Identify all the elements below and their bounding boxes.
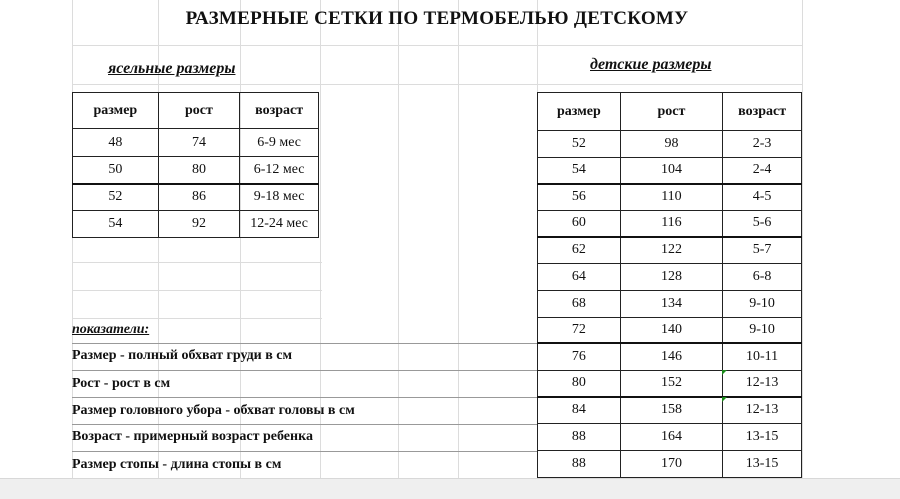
divider bbox=[72, 397, 537, 398]
table-row bbox=[73, 129, 319, 157]
table-row bbox=[538, 291, 802, 318]
table-cell: 13-15 bbox=[723, 424, 802, 451]
table-cell: 76 bbox=[538, 343, 621, 371]
table-cell: 104 bbox=[620, 158, 722, 184]
table-cell: 54 bbox=[538, 158, 621, 184]
table-cell: 72 bbox=[538, 318, 621, 343]
table-cell: 140 bbox=[620, 318, 722, 343]
infant-sizes-label: ясельные размеры bbox=[108, 60, 236, 77]
indicator-item: Размер - полный обхват груди в см bbox=[72, 348, 293, 363]
table-cell: 9-18 мес bbox=[240, 184, 319, 211]
divider bbox=[72, 370, 537, 371]
sheet-bottom-bar bbox=[0, 478, 900, 499]
table-row bbox=[73, 211, 319, 238]
grid-line bbox=[72, 290, 322, 291]
divider bbox=[72, 343, 537, 344]
table-cell: 6-12 мес bbox=[240, 157, 319, 184]
table-cell: 122 bbox=[620, 237, 722, 264]
table-cell: 170 bbox=[620, 451, 722, 478]
table-cell: 48 bbox=[73, 129, 159, 157]
table-cell: 5-7 bbox=[723, 237, 802, 264]
divider bbox=[72, 451, 537, 452]
table-cell: 56 bbox=[538, 184, 621, 211]
table-cell: 52 bbox=[538, 131, 621, 158]
table-cell: 88 bbox=[538, 451, 621, 478]
table-cell: 110 bbox=[620, 184, 722, 211]
table-row bbox=[538, 424, 802, 451]
table-row bbox=[538, 371, 802, 397]
table-row bbox=[538, 343, 802, 371]
table-cell: 84 bbox=[538, 397, 621, 424]
table-cell: 12-13 bbox=[723, 371, 802, 397]
table-cell: 12-13 bbox=[723, 397, 802, 424]
table-cell: 116 bbox=[620, 211, 722, 237]
grid-line bbox=[72, 318, 322, 319]
table-row bbox=[73, 184, 319, 211]
table-cell: 64 bbox=[538, 264, 621, 291]
table-cell: 128 bbox=[620, 264, 722, 291]
table-cell: 80 bbox=[538, 371, 621, 397]
table-cell: 50 bbox=[73, 157, 159, 184]
table-cell: 68 bbox=[538, 291, 621, 318]
grid-line bbox=[802, 0, 803, 478]
table-cell: 10-11 bbox=[723, 343, 802, 371]
table-cell: 134 bbox=[620, 291, 722, 318]
table-cell: 12-24 мес bbox=[240, 211, 319, 238]
indicators-title: показатели: bbox=[72, 322, 150, 337]
indicator-item: Рост - рост в см bbox=[72, 376, 171, 391]
column-header: рост bbox=[620, 93, 722, 131]
table-row bbox=[538, 131, 802, 158]
table-cell: 164 bbox=[620, 424, 722, 451]
table-cell: 2-3 bbox=[723, 131, 802, 158]
table-header-row bbox=[73, 93, 319, 129]
comment-marker[interactable] bbox=[722, 370, 727, 375]
table-cell: 80 bbox=[158, 157, 240, 184]
column-header: размер bbox=[73, 93, 159, 129]
table-cell: 152 bbox=[620, 371, 722, 397]
divider bbox=[72, 424, 537, 425]
comment-marker[interactable] bbox=[722, 397, 727, 402]
kids-size-table bbox=[537, 92, 802, 478]
table-row bbox=[538, 264, 802, 291]
table-cell: 86 bbox=[158, 184, 240, 211]
table-cell: 98 bbox=[620, 131, 722, 158]
grid-line bbox=[72, 45, 802, 46]
kids-sizes-label: детские размеры bbox=[590, 56, 712, 73]
table-cell: 9-10 bbox=[723, 318, 802, 343]
table-cell: 62 bbox=[538, 237, 621, 264]
table-cell: 92 bbox=[158, 211, 240, 238]
grid-line bbox=[72, 84, 802, 85]
table-cell: 5-6 bbox=[723, 211, 802, 237]
column-header: возраст bbox=[240, 93, 319, 129]
table-cell: 74 bbox=[158, 129, 240, 157]
infant-size-table bbox=[72, 92, 319, 238]
table-cell: 146 bbox=[620, 343, 722, 371]
grid-line bbox=[458, 0, 459, 478]
table-cell: 60 bbox=[538, 211, 621, 237]
table-row bbox=[538, 211, 802, 237]
indicator-item: Возраст - примерный возраст ребенка bbox=[72, 429, 313, 444]
table-header-row bbox=[538, 93, 802, 131]
table-row bbox=[538, 397, 802, 424]
table-cell: 2-4 bbox=[723, 158, 802, 184]
grid-line bbox=[398, 0, 399, 478]
table-cell: 52 bbox=[73, 184, 159, 211]
table-cell: 9-10 bbox=[723, 291, 802, 318]
table-row bbox=[538, 184, 802, 211]
table-cell: 6-8 bbox=[723, 264, 802, 291]
indicator-item: Размер стопы - длина стопы в см bbox=[72, 457, 282, 472]
column-header: рост bbox=[158, 93, 240, 129]
table-cell: 88 bbox=[538, 424, 621, 451]
table-row bbox=[538, 237, 802, 264]
column-header: возраст bbox=[723, 93, 802, 131]
grid-line bbox=[72, 262, 322, 263]
page-title: РАЗМЕРНЫЕ СЕТКИ ПО ТЕРМОБЕЛЬЮ ДЕТСКОМУ bbox=[185, 8, 689, 29]
table-cell: 54 bbox=[73, 211, 159, 238]
table-row bbox=[73, 157, 319, 184]
column-header: размер bbox=[538, 93, 621, 131]
indicator-item: Размер головного убора - обхват головы в см bbox=[72, 403, 355, 418]
table-cell: 4-5 bbox=[723, 184, 802, 211]
table-cell: 158 bbox=[620, 397, 722, 424]
table-row bbox=[538, 318, 802, 343]
table-row bbox=[538, 158, 802, 184]
table-cell: 6-9 мес bbox=[240, 129, 319, 157]
table-row bbox=[538, 451, 802, 478]
table-cell: 13-15 bbox=[723, 451, 802, 478]
